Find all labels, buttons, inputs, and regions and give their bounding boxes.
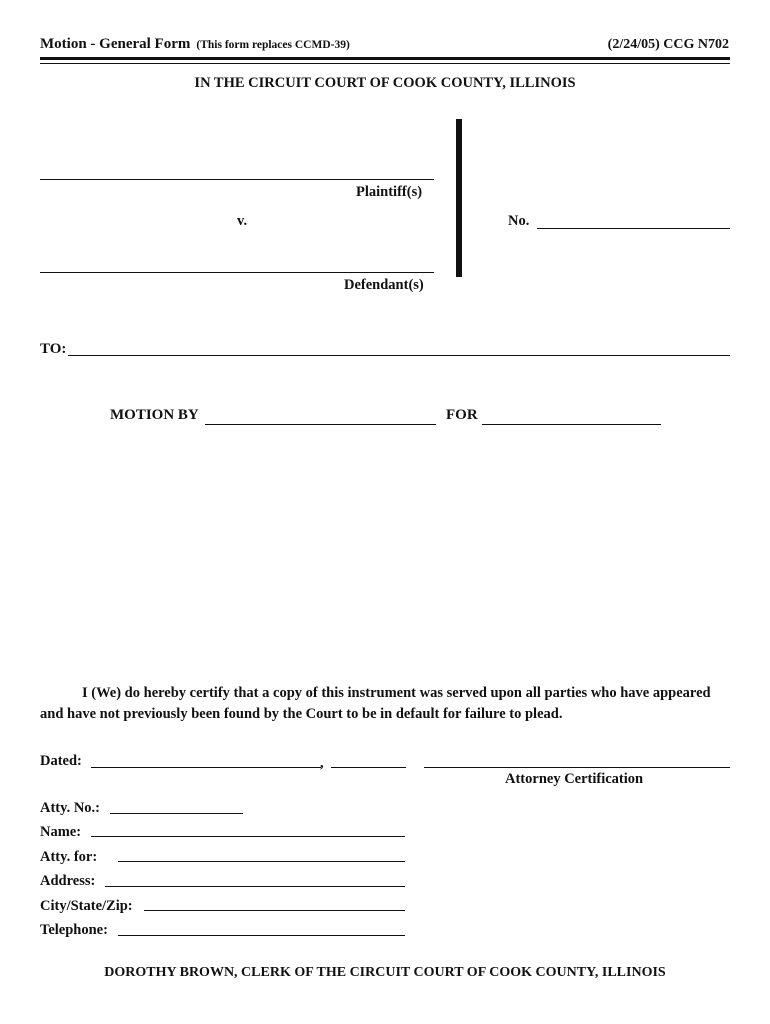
motion-by-label: MOTION BY	[110, 407, 199, 423]
telephone-field[interactable]	[118, 935, 405, 936]
case-number-label: No.	[508, 213, 530, 229]
certification-text: I (We) do hereby certify that a copy of this instrument was served upon all parties who have appeared and have not previously been found by the Court to be in default for failure to plead.	[40, 685, 711, 722]
defendant-label: Defendant(s)	[344, 277, 424, 293]
city-state-zip-field[interactable]	[144, 910, 405, 911]
dated-field[interactable]	[91, 767, 321, 768]
court-title: IN THE CIRCUIT COURT OF COOK COUNTY, ILLINOIS	[194, 75, 576, 91]
dated-comma: ,	[320, 755, 324, 771]
form-title: Motion - General Form	[40, 36, 191, 52]
for-field[interactable]	[482, 424, 661, 425]
atty-for-label: Atty. for:	[40, 849, 98, 865]
versus-label: v.	[237, 213, 248, 229]
dated-label: Dated:	[40, 753, 82, 769]
case-number-field[interactable]	[537, 228, 730, 229]
name-label: Name:	[40, 824, 82, 840]
dated-year-field[interactable]	[331, 767, 406, 768]
to-label: TO:	[40, 341, 67, 357]
attorney-certification-label: Attorney Certification	[505, 771, 644, 787]
plaintiff-name-field[interactable]	[40, 179, 434, 180]
atty-for-field[interactable]	[118, 861, 405, 862]
form-subtitle: (This form replaces CCMD-39)	[196, 39, 350, 51]
form-code: (2/24/05) CCG N702	[607, 37, 729, 52]
defendant-name-field[interactable]	[40, 272, 434, 273]
motion-by-field[interactable]	[205, 424, 436, 425]
atty-no-field[interactable]	[110, 813, 243, 814]
name-field[interactable]	[91, 836, 405, 837]
attorney-signature-field[interactable]	[424, 767, 730, 768]
city-state-zip-label: City/State/Zip:	[40, 898, 133, 914]
header-rule-thick	[40, 57, 730, 60]
address-label: Address:	[40, 873, 96, 889]
plaintiff-label: Plaintiff(s)	[356, 184, 423, 200]
clerk-footer: DOROTHY BROWN, CLERK OF THE CIRCUIT COURT OF COOK COUNTY, ILLINOIS	[104, 965, 666, 980]
for-label: FOR	[446, 407, 478, 423]
to-field[interactable]	[68, 355, 730, 356]
telephone-label: Telephone:	[40, 922, 108, 938]
form-header	[40, 36, 350, 53]
caption-divider	[456, 119, 462, 277]
header-rule-thin	[40, 63, 730, 64]
address-field[interactable]	[105, 886, 405, 887]
atty-no-label: Atty. No.:	[40, 800, 101, 816]
